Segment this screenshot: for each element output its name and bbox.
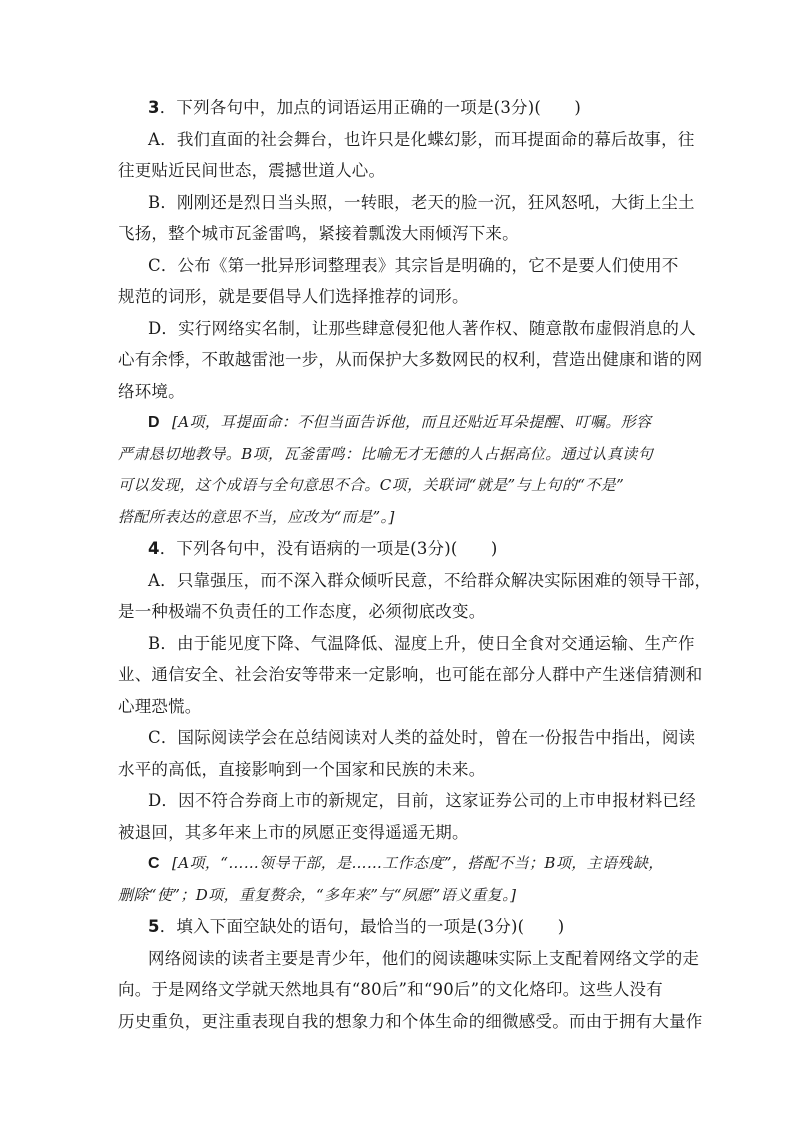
- option-a-line-1: A．我们直面的社会舞台，也许只是化蝶幻影，而耳提面命的幕后故事，往: [148, 129, 695, 149]
- option-d-line-3: 络环境。: [118, 381, 185, 401]
- option-d-line-1: D．因不符合券商上市的新规定，目前，这家证券公司的上市申报材料已经: [148, 791, 696, 810]
- document-page: [118, 92, 712, 1037]
- question-number: 5: [148, 917, 160, 936]
- answer-letter: C: [148, 855, 160, 872]
- question-5-stem: 5．填入下面空缺处的语句，最恰当的一项是(3分)( ): [148, 917, 565, 936]
- option-c-line-1: C．公布《第一批异形词整理表》其宗旨是明确的，它不是要人们使用不: [148, 255, 679, 275]
- option-b-line-2: 业、通信安全、社会治安等带来一定影响，也可能在部分人群中产生迷信猜测和: [118, 665, 703, 684]
- answer-explanation-line-1: D [A项，耳提面命：不但当面告诉他，而且还贴近耳朵提醒、叮嘱。形容: [148, 413, 652, 431]
- question-3-stem: 3．下列各句中，加点的词语运用正确的一项是(3分)( ): [148, 98, 582, 117]
- passage-line-2: 向。于是网络文学就天然地具有“80后”和“90后”的文化烙印。这些人没有: [118, 980, 663, 999]
- option-c-line-2: 水平的高低，直接影响到一个国家和民族的未来。: [118, 759, 486, 779]
- option-c-line-1: C．国际阅读学会在总结阅读对人类的益处时，曾在一份报告中指出，阅读: [148, 728, 696, 747]
- option-a-line-1: A．只靠强压，而不深入群众倾听民意，不给群众解决实际困难的领导干部，: [148, 570, 712, 590]
- question-number: 3: [148, 98, 160, 117]
- answer-explanation-line-1: C [A项，“……领导干部，是……工作态度”，搭配不当；B项，主语残缺，: [148, 854, 664, 872]
- answer-explanation-line-3: 可以发现，这个成语与全句意思不合。C项，关联词“就是”与上句的“不是”: [118, 476, 625, 494]
- question-number: 4: [148, 539, 160, 558]
- option-b-line-2: 飞扬，整个城市瓦釜雷鸣，紧接着瓢泼大雨倾泻下来。: [118, 224, 519, 243]
- option-a-line-2: 是一种极端不负责任的工作态度，必须彻底改变。: [118, 602, 486, 621]
- passage-line-1: 网络阅读的读者主要是青少年，他们的阅读趣味实际上支配着网络文学的走: [148, 948, 700, 968]
- option-d-line-2: 被退回，其多年来上市的夙愿正变得遥遥无期。: [118, 822, 469, 842]
- option-d-line-2: 心有余悸，不敢越雷池一步，从而保护大多数网民的权利，营造出健康和谐的网: [118, 350, 703, 369]
- answer-explanation-line-2: 严肃恳切地教导。B项，瓦釜雷鸣：比喻无才无德的人占据高位。通过认真读句: [118, 444, 654, 463]
- option-a-line-2: 往更贴近民间世态，震撼世道人心。: [118, 161, 386, 180]
- answer-letter: D: [148, 414, 160, 431]
- option-b-line-1: B．刚刚还是烈日当头照，一转眼，老天的脸一沉，狂风怒吼，大街上尘土: [148, 192, 695, 212]
- option-c-line-2: 规范的词形，就是要倡导人们选择推荐的词形。: [118, 287, 469, 306]
- passage-line-3: 历史重负，更注重表现自我的想象力和个体生命的细微感受。而由于拥有大量作: [118, 1011, 703, 1031]
- question-4-stem: 4．下列各句中，没有语病的一项是(3分)( ): [148, 539, 498, 558]
- option-b-line-1: B．由于能见度下降、气温降低、湿度上升，使日全食对交通运输、生产作: [148, 633, 695, 653]
- answer-explanation-line-4: 搭配所表达的意思不当，应改为“而是”。]: [118, 507, 395, 526]
- option-d-line-1: D．实行网络实名制，让那些肆意侵犯他人著作权、随意散布虚假消息的人: [148, 318, 696, 338]
- answer-explanation-line-2: 删除“使”；D项，重复赘余，“多年来”与“夙愿”语义重复。]: [118, 885, 517, 904]
- option-b-line-3: 心理恐慌。: [118, 696, 202, 716]
